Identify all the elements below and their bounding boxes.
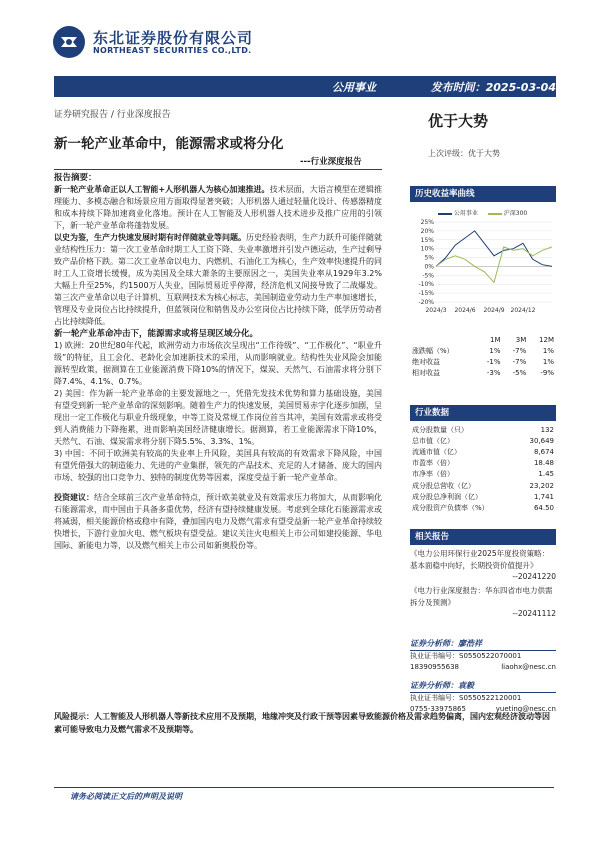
- cell: 1,741: [533, 492, 554, 501]
- x-tick-label: 2024/3: [425, 307, 447, 314]
- series-line-2: [436, 247, 552, 283]
- report-title: 新一轮产业革命中，能源需求或将分化: [54, 136, 284, 152]
- cell: -5%: [512, 368, 527, 377]
- y-tick-label: -10%: [418, 281, 434, 289]
- y-tick-label: 25%: [420, 219, 434, 226]
- publish-date: 发布时间：2025-03-04: [430, 81, 556, 94]
- row-label: 成分股资产负债率（%）: [412, 503, 489, 512]
- cell: 64.50: [533, 503, 554, 512]
- y-tick-label: 20%: [420, 227, 434, 235]
- cell: 132: [540, 425, 554, 434]
- para1-text: 技术层面，大语言模型在逻辑推理能力、多模态融合和场景应用方面取得显著突破；人形机器人通过轻量化设计、传感器精度和成本持续下降加速商业化落地。预计在人工智能及人形机器人技术进步及推广应用的引领下，新一轮产业革命将蓬勃发展。: [54, 185, 382, 230]
- para3-china: 3) 中国：不同于欧洲美有较高的失业率上升风险，美国具有较高的有效需求下降风险，中国有望凭借强大的制造能力、先进的产业集群，领先的产品技术、充足的人才储备、庞大的国内市场、较强的出口竞争力、独特的制度优势等因素，深度受益于新一轮产业革命。: [54, 449, 382, 482]
- row-label: 总市值（亿）: [412, 436, 454, 445]
- y-tick-label: -20%: [418, 299, 434, 306]
- para3-heading: 新一轮产业革命冲击下，能源需求或将呈现区域分化。: [54, 329, 259, 339]
- footer-divider: [54, 787, 554, 788]
- analyst-2-role: 证券分析师：: [410, 681, 458, 690]
- y-tick-label: -15%: [418, 290, 434, 298]
- industry-table: [410, 424, 556, 514]
- y-tick-label: 15%: [420, 236, 434, 244]
- legend-label-2: 沪深300: [503, 210, 528, 217]
- perf-section: [410, 186, 556, 378]
- cell: 30,649: [529, 436, 554, 445]
- investment-advice: [54, 492, 382, 552]
- row-label: 市盈率（倍）: [412, 459, 454, 468]
- divider: [54, 169, 382, 170]
- analyst-2-email[interactable]: yueting@nesc.cn: [495, 705, 556, 713]
- company-name-en: NORTHEAST SECURITIES CO.,LTD.: [93, 46, 252, 55]
- para2-text: 历史经验表明，生产力跃升可能伴随就业结构性压力：第一次工业革命时期工人工资下降、失业率激增并引发卢德运动，生产过剩导致产品价格下跌。第二次工业革命以电力、内燃机、石油化工为核心，生产效率快速提升的同时工人工资增长缓慢，成为美国及全球大萧条的主要原因之一，美国失业率从1929年3.2%大幅上升至25%，约1500万人失业，国际贸易近乎停滞，经济危机又间接导致了二战爆发。第三次产业革命以电子计算机、互联网技术为核心标志，美国制造业劳动力生产率加速增长，管理及专业岗位占比持续提升，但蓝领岗位和销售及办公室岗位占比持续下降，低学历劳动者占比持续降低。: [54, 233, 382, 326]
- related-section: [410, 529, 556, 618]
- y-tick-label: 10%: [420, 245, 434, 253]
- x-tick-label: 2024/9: [483, 307, 505, 314]
- para3-usa: 2) 美国：作为新一轮产业革命的主要发源地之一，凭借先发技术优势和算力基础设施，美国有望受到新一轮产业革命的深刻影响。随着生产力的快速发展，美国贸易赤字化逐步加剧，呈现出一定工作极化与职业升级现象，中等工资及常规工作岗位首当其冲，美国有效需求或将受到人消费能力下降拖累，进而影响美国经济健康增长。据测算，若工业能源需求下降10%，天然气、石油、煤炭需求将分别下降5.5%、3.3%、1%。: [54, 389, 382, 446]
- cell: -3%: [486, 368, 501, 377]
- table-row: [410, 435, 556, 446]
- legend-label-1: 公用事业: [453, 210, 478, 217]
- y-tick-label: 0%: [424, 263, 434, 271]
- previous-rating: 上次评级：优于大势: [428, 149, 500, 158]
- cell: 1.45: [538, 470, 554, 479]
- section-label: 公用事业: [332, 81, 376, 94]
- cell: -1%: [486, 357, 501, 366]
- perf-col-3m: 3M: [515, 335, 527, 344]
- row-label: 成分股总营收（亿）: [412, 481, 475, 490]
- cell: 18.48: [533, 459, 554, 468]
- cell: -7%: [512, 357, 527, 366]
- report-subtype: ---行业深度报告: [300, 157, 362, 167]
- analyst-1-phone: 18390955638: [410, 663, 459, 671]
- table-row: [410, 345, 556, 356]
- summary-paragraph-2: [54, 232, 382, 328]
- analyst-1-contact: [410, 662, 556, 673]
- table-row: [410, 446, 556, 457]
- perf-heading: 历史收益率曲线: [410, 186, 556, 202]
- cell: 1%: [542, 346, 554, 355]
- related-report-1[interactable]: 《电力公用环保行业2025年度投资策略：基本面稳中向好，长期投资价值提升》: [410, 549, 550, 570]
- related-heading: 相关报告: [410, 529, 556, 545]
- y-tick-label: 5%: [424, 254, 434, 262]
- chart-legend: [438, 208, 556, 218]
- advice-label: 投资建议：: [54, 493, 94, 502]
- row-label: 绝对收益: [412, 357, 440, 366]
- analyst-1-license: 执业证书编号：S0550522070001: [410, 652, 522, 660]
- para2-lead: 以史为鉴，生产力快速发展时期有时伴随就业等问题。: [54, 233, 246, 242]
- table-row: [410, 469, 556, 480]
- cell: -9%: [540, 368, 554, 377]
- table-row: [410, 367, 556, 378]
- cell: 23,202: [529, 481, 554, 490]
- risk-label: 风险提示：: [54, 712, 94, 721]
- perf-table-header: [410, 334, 556, 345]
- table-row: [410, 480, 556, 491]
- industry-section: [410, 405, 556, 514]
- related-report-1-date: --20241220: [512, 572, 556, 581]
- row-label: 涨跌幅（%）: [412, 346, 454, 355]
- table-row: [410, 356, 556, 367]
- analyst-1-role: 证券分析师：: [410, 639, 458, 648]
- cell: 1%: [489, 346, 501, 355]
- analyst-1-email[interactable]: liaohx@nesc.cn: [501, 663, 556, 671]
- para1-lead: 新一轮产业革命正以人工智能+人形机器人为核心加速推进。: [54, 185, 270, 194]
- x-tick-label: 2024/6: [454, 307, 476, 314]
- row-label: 流通市值（亿）: [412, 447, 461, 456]
- footer-disclaimer: 请务必阅读正文后的声明及说明: [70, 792, 182, 801]
- row-label: 成分股数量（只）: [412, 425, 468, 434]
- summary-paragraph-1: [54, 184, 382, 232]
- rating-label: 优于大势: [428, 112, 489, 130]
- legend-swatch-1: [438, 213, 452, 215]
- table-row: [410, 491, 556, 502]
- cell: 1%: [542, 357, 554, 366]
- cell: 8,674: [533, 447, 554, 456]
- legend-swatch-2: [488, 213, 502, 215]
- row-label: 市净率（倍）: [412, 470, 454, 479]
- table-row: [410, 502, 556, 513]
- advice-text: 结合全球前三次产业革命特点，预计欧美就业及有效需求压力将加大，从而影响化石能源需求，而中国由于具备多重优势，经济有望持续健康发展。考虑到全球化石能源需求或将减弱，相关能源价格或稳中有降，叠加国内电力及燃气需求有望受益新一轮产业革命持续较快增长，下游行业加火电、燃气板块有望受益。建议关注火电相关上市公司如建投能源、华电国际、新能电力等，以及燃气相关上市公司如新奥股份等。: [54, 493, 382, 550]
- company-name-cn: 东北证券股份有限公司: [93, 29, 254, 47]
- related-report-2[interactable]: 《电力行业深度报告：华东四省市电力供需拆分及预测》: [410, 586, 553, 607]
- performance-chart: [410, 218, 556, 322]
- analysts-section: [410, 638, 556, 715]
- y-tick-label: -5%: [422, 272, 434, 280]
- analyst-2: [410, 680, 556, 715]
- row-label: 成分股总净利润（亿）: [412, 492, 482, 501]
- x-tick-label: 2024/12: [510, 307, 536, 314]
- perf-col-1m: 1M: [490, 335, 501, 344]
- analyst-2-name: 袁毅: [458, 681, 474, 690]
- table-row: [410, 424, 556, 435]
- analyst-1-name: 廖浩祥: [458, 639, 482, 648]
- row-label: 相对收益: [412, 368, 440, 377]
- summary-heading: 报告摘要：: [54, 173, 97, 183]
- para3-europe: 1) 欧洲：20世纪80年代起，欧洲劳动力市场依次呈现出“工作待级”、“工作极化”、“职业升级”的特征，且工会化、老龄化会加速新技术的采用，从而影响就业。结构性失业风险会加能源转型政策，据测算在工业能源消费下降10%的情况下，煤炭、天然气、石油需求将分别下降7.4%、4.1%、0.7%。: [54, 341, 382, 386]
- analyst-1: [410, 638, 556, 673]
- analyst-2-phone: 0755-33975865: [410, 705, 466, 713]
- related-report-2-date: --20241112: [512, 609, 556, 618]
- table-row: [410, 458, 556, 469]
- perf-col-12m: 12M: [539, 335, 554, 344]
- breadcrumb: 证券研究报告 / 行业深度报告: [54, 110, 171, 120]
- industry-heading: 行业数据: [410, 405, 556, 421]
- risk-warning: [54, 711, 554, 736]
- perf-col-0: [410, 334, 477, 345]
- analyst-2-license: 执业证书编号：S0550522120001: [410, 694, 522, 702]
- cell: -7%: [512, 346, 527, 355]
- company-logo-icon: [52, 25, 86, 59]
- risk-text: 人工智能及人形机器人等新技术应用不及预期，地缘冲突及行政干预等因素导致能源价格及需求趋势偏离，国内宏观经济波动等因素可能导致电力及燃气需求不及预期等。: [54, 712, 550, 734]
- summary-section: [54, 172, 382, 552]
- perf-table: [410, 334, 556, 378]
